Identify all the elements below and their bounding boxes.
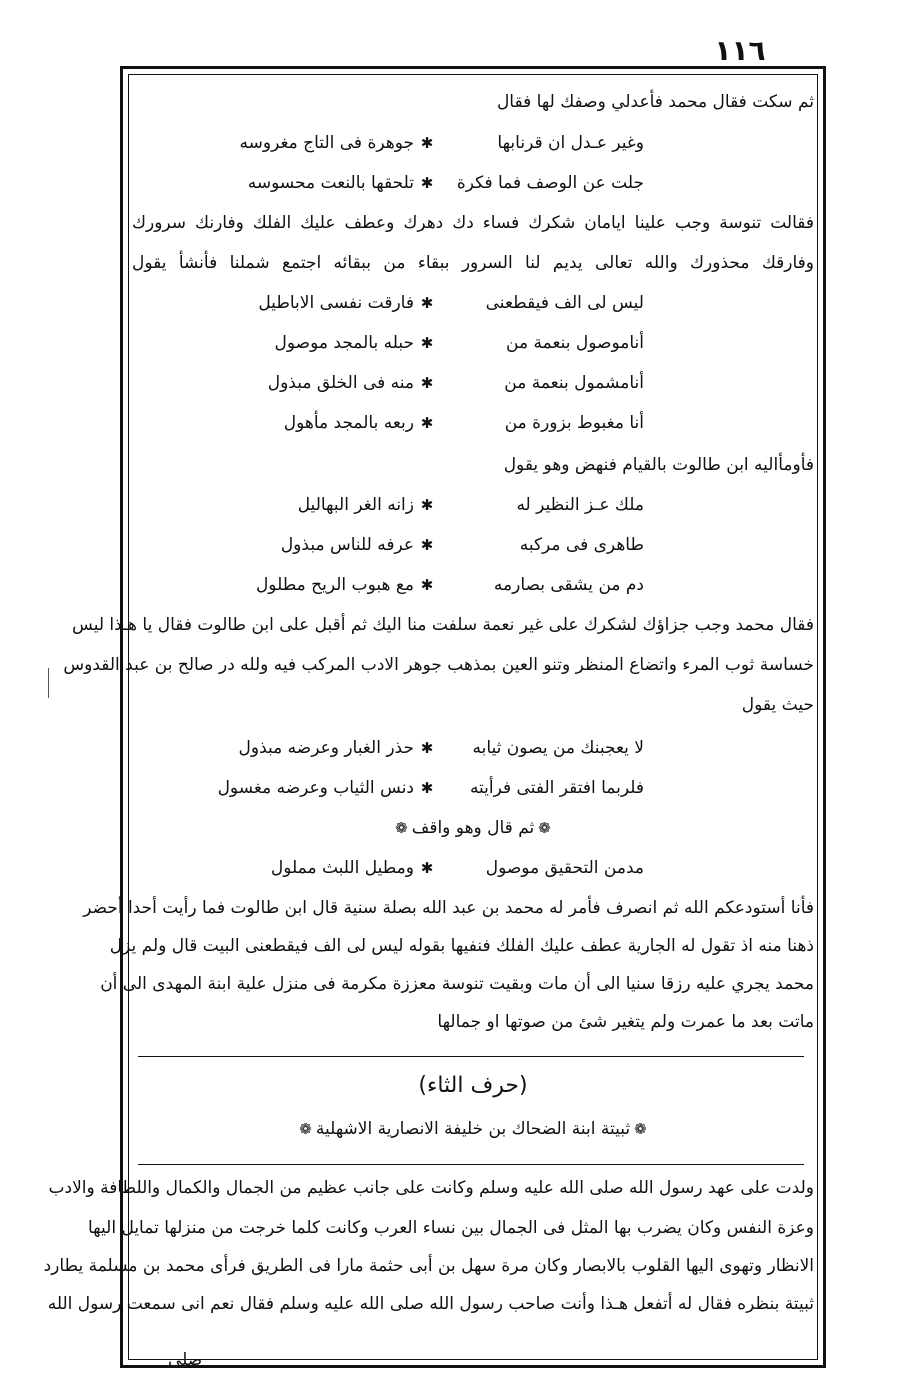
catchword: صلى: [168, 1350, 203, 1370]
interjection-line: [132, 810, 814, 846]
verse-separator-star: ✱: [420, 414, 434, 432]
verse-line: [132, 527, 814, 563]
verse-first-hemistich: أناموصول بنعمة من: [506, 333, 644, 353]
verse-line: [132, 405, 814, 441]
verse-second-hemistich: ومطيل اللبث مملول: [270, 858, 414, 878]
verse-separator-star: ✱: [420, 294, 434, 312]
verse-line: [132, 365, 814, 401]
verse-line: [132, 285, 814, 321]
verse-separator-star: ✱: [420, 739, 434, 757]
verse-second-hemistich: منه فى الخلق مبذول: [267, 373, 414, 393]
verse-first-hemistich: طاهرى فى مركبه: [519, 535, 644, 555]
verse-separator-star: ✱: [420, 374, 434, 392]
ornament-icon: ❁: [299, 1120, 312, 1138]
verse-line: [132, 567, 814, 603]
verse-separator-star: ✱: [420, 576, 434, 594]
verse-line: [132, 850, 814, 886]
verse-second-hemistich: تلحقها بالنعت محسوسه: [247, 173, 414, 193]
verse-first-hemistich: مدمن التحقيق موصول: [485, 858, 644, 878]
verse-second-hemistich: جوهرة فى التاج مغروسه: [239, 133, 414, 153]
verse-first-hemistich: لا يعجبنك من يصون ثيابه: [472, 738, 644, 758]
verse-first-hemistich: أنامشمول بنعمة من: [504, 373, 644, 393]
prose-line: وفارقك محذورك والله تعالى يديم لنا السرور ببقاء من ببقائه اجتمع شملنا فأنشأ يقول: [132, 253, 814, 273]
verse-separator-star: ✱: [420, 779, 434, 797]
prose-line: فقال محمد وجب جزاؤك لشكرك على غير نعمة سلفت منا اليك ثم أقبل على ابن طالوت فقال يا هـذا ليس: [72, 615, 814, 635]
verse-second-hemistich: زانه الغر البهاليل: [297, 495, 414, 515]
verse-line: [132, 325, 814, 361]
verse-first-hemistich: دم من يشقى بصارمه: [493, 575, 644, 595]
verse-line: [132, 770, 814, 806]
verse-second-hemistich: حذر الغبار وعرضه مبذول: [238, 738, 414, 758]
prose-line: الانظار وتهوى اليها القلوب بالابصار وكان مرة سهل بن أبى حثمة مارا فى الطريق فرأى محمد بن مسلمة يطارد: [43, 1256, 814, 1276]
verse-first-hemistich: أنا مغبوط بزورة من: [504, 413, 644, 433]
verse-line: [132, 730, 814, 766]
verse-line: [132, 487, 814, 523]
interjection-text: ثم قال وهو واقف: [411, 818, 535, 838]
verse-second-hemistich: ربعه بالمجد مأهول: [283, 413, 414, 433]
prose-line: فأنا أستودعكم الله ثم انصرف فأمر له محمد بن عبد الله بصلة سنية قال ابن طالوت فما رأيت أحدا أحضر: [83, 898, 814, 918]
verse-separator-star: ✱: [420, 536, 434, 554]
verse-second-hemistich: فارقت نفسى الاباطيل: [258, 293, 414, 313]
verse-separator-star: ✱: [420, 334, 434, 352]
prose-line: ثبيتة بنظره فقال له أتفعل هـذا وأنت صاحب رسول الله صلى الله عليه وسلم فقال نعم انى سمعت رسول الله: [47, 1294, 814, 1314]
verse-line: [132, 125, 814, 161]
verse-first-hemistich: فلربما افتقر الفتى فرأيته: [469, 778, 644, 798]
section-heading: (حرف الثاء): [418, 1073, 528, 1098]
verse-separator-star: ✱: [420, 859, 434, 877]
ornament-icon: ❁: [634, 1120, 647, 1138]
biography-title-line: [132, 1112, 814, 1146]
verse-line: [132, 165, 814, 201]
section-divider: [138, 1056, 804, 1057]
biography-title: ثبيتة ابنة الضحاك بن خليفة الانصارية الاشهلية: [315, 1119, 631, 1139]
verse-separator-star: ✱: [420, 134, 434, 152]
ornament-icon: ❁: [538, 819, 551, 837]
verse-second-hemistich: مع هبوب الريح مطلول: [255, 575, 414, 595]
page-number: ١١٦: [714, 34, 766, 67]
ornament-icon: ❁: [395, 819, 408, 837]
prose-line: ولدت على عهد رسول الله صلى الله عليه وسلم وكانت على جانب عظيم من الجمال والكمال واللطافة والادب: [48, 1178, 814, 1198]
verse-first-hemistich: وغير عـدل ان قرنابها: [497, 133, 644, 153]
prose-line: ذهنا منه اذ تقول له الجارية عطف عليك الفلك فنفيها بقوله ليس لى الف فيقطعنى البيت قال ولم يزل: [109, 936, 814, 956]
verse-first-hemistich: جلت عن الوصف فما فكرة: [456, 173, 644, 193]
prose-line: محمد يجري عليه رزقا سنيا الى أن مات وبقيت تنوسة معززة مكرمة فى منزل علية ابنة المهدى الى أن: [100, 974, 814, 994]
prose-line: خساسة ثوب المرء واتضاع المنظر وتنو العين بمذهب جوهر الادب المركب فيه ولله در صالح بن عبد القدوس: [63, 655, 814, 675]
verse-separator-star: ✱: [420, 174, 434, 192]
verse-separator-star: ✱: [420, 496, 434, 514]
verse-second-hemistich: عرفه للناس مبذول: [280, 535, 414, 555]
verse-first-hemistich: ملك عـز النظير له: [516, 495, 644, 515]
section-divider: [138, 1164, 804, 1165]
prose-line: فقالت تنوسة وجب علينا ايامان شكرك فساء دك دهرك وعطف عليك الفلك وفارنك سرورك: [132, 213, 814, 233]
verse-second-hemistich: دنس الثياب وعرضه مغسول: [217, 778, 414, 798]
prose-line: ماتت بعد ما عمرت ولم يتغير شئ من صوتها او جمالها: [437, 1012, 814, 1032]
verse-second-hemistich: حبله بالمجد موصول: [274, 333, 414, 353]
intro-line: ثم سكت فقال محمد فأعدلي وصفك لها فقال: [496, 92, 814, 112]
prose-line: حيث يقول: [741, 695, 814, 715]
prose-line: فأومأاليه ابن طالوت بالقيام فنهض وهو يقول: [503, 455, 814, 475]
prose-line: وعزة النفس وكان يضرب بها المثل فى الجمال بين نساء العرب وكانت كلما خرجت من منزلها تمايل اليها: [88, 1218, 814, 1238]
margin-mark: [48, 668, 49, 698]
verse-first-hemistich: ليس لى الف فيقطعنى: [485, 293, 644, 313]
